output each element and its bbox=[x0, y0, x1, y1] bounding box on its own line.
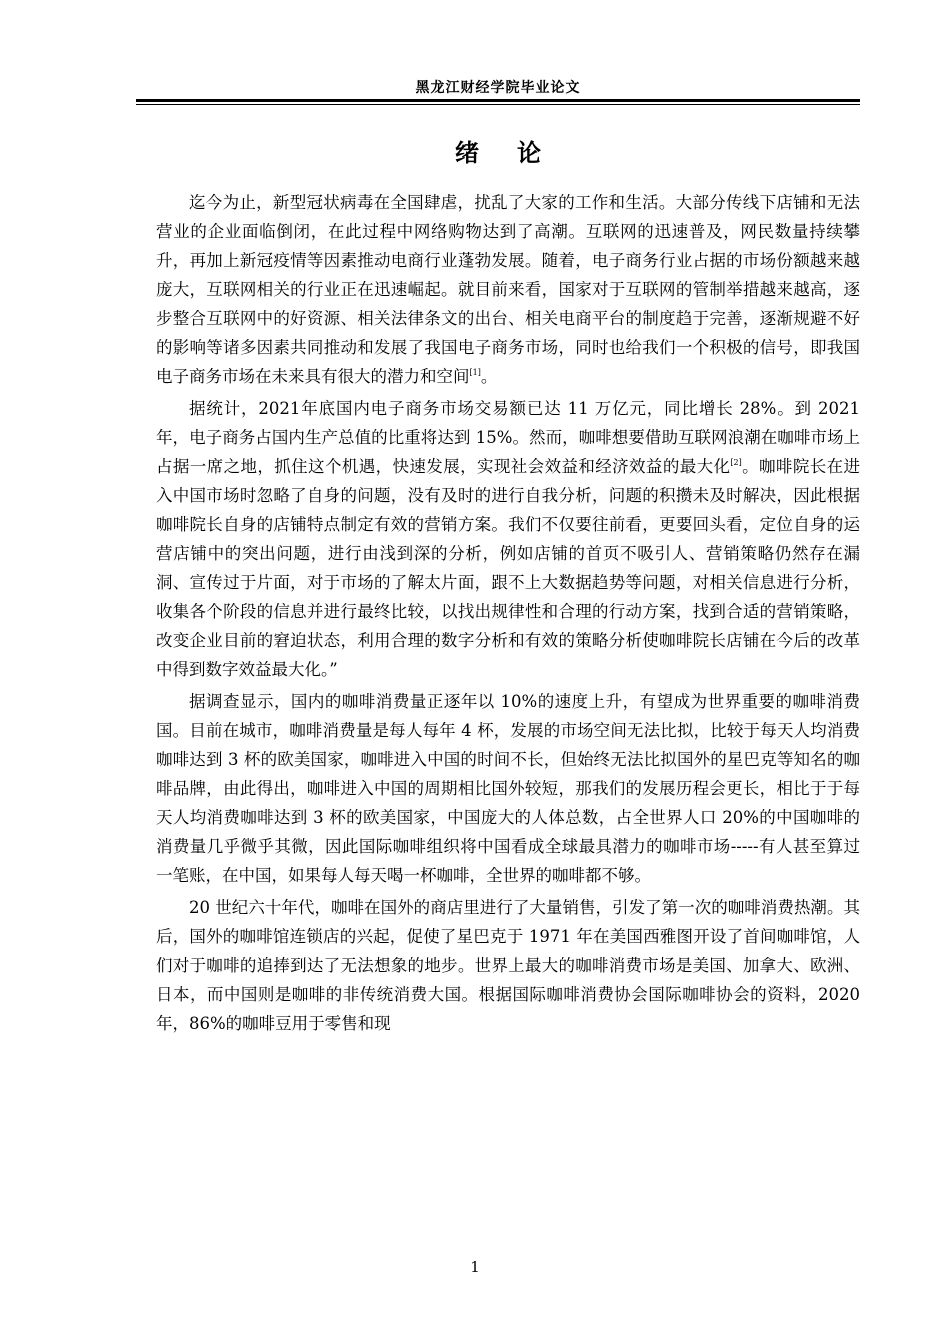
body-text bbox=[156, 188, 860, 1038]
paragraph-2-text-b: 。咖啡院长在进入中国市场时忽略了自身的问题，没有及时的进行自我分析，问题的积攒未及时解决，因此根据咖啡院长自身的店铺特点制定有效的营销方案。我们不仅要往前看，更要回头看，定位自身的运营店铺中的突出问题，进行由浅到深的分析，例如店铺的首页不吸引人、营销策略仍然存在漏洞、宣传过于片面，对于市场的了解太片面，跟不上大数据趋势等问题，对相关信息进行分析，收集各个阶段的信息并进行最终比较，以找出规律性和合理的行动方案，找到合适的营销策略，改变企业目前的窘迫状态，利用合理的数字分析和有效的策略分析使咖啡院长店铺在今后的改革中得到数字效益最大化。” bbox=[156, 457, 861, 679]
running-header: 黑龙江财经学院毕业论文 bbox=[415, 80, 581, 96]
paragraph-4-text: 20 世纪六十年代，咖啡在国外的商店里进行了大量销售，引发了第一次的咖啡消费热潮。其后，国外的咖啡馆连锁店的兴起，促使了星巴克于 1971 年在美国西雅图开设了首间咖啡馆，人们对于咖啡的追捧到达了无法想象的地步。世界上最大的咖啡消费市场是美国、加拿大、欧洲、日本，而中国则是咖啡的非传统消费大国。根据国际咖啡消费协会国际咖啡协会的资料，2020 年，86%的咖啡豆用于零售和现 bbox=[156, 898, 860, 1033]
paragraph-3 bbox=[156, 687, 860, 890]
paragraph-1-text-b: 。 bbox=[480, 367, 498, 386]
citation-1[interactable]: [1] bbox=[469, 368, 481, 377]
paragraph-4 bbox=[156, 893, 860, 1038]
paragraph-2 bbox=[156, 394, 860, 684]
paragraph-3-text: 据调查显示，国内的咖啡消费量正逐年以 10%的速度上升，有望成为世界重要的咖啡消费国。目前在城市，咖啡消费量是每人每年 4 杯，发展的市场空间无法比拟，比较于每天人均消费咖啡达到 3 杯的欧美国家，咖啡进入中国的时间不长，但始终无法比拟国外的星巴克等知名的咖啡品牌，由此得出，咖啡进入中国的周期相比国外较短，那我们的发展历程会更长，相比于于每天人均消费咖啡达到 3 杯的欧美国家，中国庞大的人体总数，占全世界人口 20%的中国咖啡的消费量几乎微乎其微，因此国际咖啡组织将中国看成全球最具潜力的咖啡市场-----有人甚至算过一笔账，在中国，如果每人每天喝一杯咖啡，全世界的咖啡都不够。 bbox=[156, 692, 860, 885]
paragraph-2-text-a: 据统计，2021年底国内电子商务市场交易额已达 11 万亿元，同比增长 28%。到 2021 年，电子商务占国内生产总值的比重将达到 15%。然而，咖啡想要借助互联网浪潮在咖啡市场上占据一席之地，抓住这个机遇，快速发展，实现社会效益和经济效益的最大化 bbox=[156, 399, 860, 476]
header-rule-thin bbox=[136, 104, 860, 105]
page-number: 1 bbox=[470, 1258, 480, 1276]
citation-2[interactable]: [2] bbox=[730, 458, 742, 467]
header-rule-thick bbox=[136, 99, 860, 102]
section-title: 绪论 bbox=[455, 138, 579, 167]
paragraph-1 bbox=[156, 188, 860, 391]
paragraph-1-text-a: 迄今为止，新型冠状病毒在全国肆虐，扰乱了大家的工作和生活。大部分传线下店铺和无法营业的企业面临倒闭，在此过程中网络购物达到了高潮。互联网的迅速普及，网民数量持续攀升，再加上新冠疫情等因素推动电商行业蓬勃发展。随着，电子商务行业占据的市场份额越来越庞大，互联网相关的行业正在迅速崛起。就目前来看，国家对于互联网的管制举措越来越高，逐步整合互联网中的好资源、相关法律条文的出台、相关电商平台的制度趋于完善，逐渐规避不好的影响等诸多因素共同推动和发展了我国电子商务市场，同时也给我们一个积极的信号，即我国电子商务市场在未来具有很大的潜力和空间 bbox=[156, 193, 860, 386]
